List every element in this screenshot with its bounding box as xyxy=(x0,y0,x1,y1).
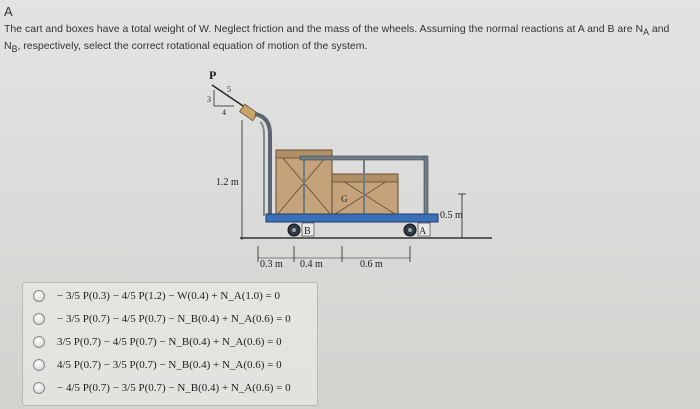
radio-button[interactable] xyxy=(33,336,45,348)
option-3-label: 3/5 P(0.7) − 4/5 P(0.7) − N_B(0.4) + N_A(0.6) = 0 xyxy=(57,336,282,348)
slope-5: 5 xyxy=(227,85,231,94)
cart-platform xyxy=(266,214,438,222)
subscript-a: A xyxy=(643,27,649,38)
slope-3: 3 xyxy=(207,95,211,104)
radio-button[interactable] xyxy=(33,359,45,371)
handle-grip xyxy=(240,104,258,121)
option-2[interactable] xyxy=(33,310,291,328)
question-line2-start: N xyxy=(4,40,12,53)
option-4[interactable] xyxy=(33,356,282,374)
cart-rail-top xyxy=(300,156,426,160)
question-text xyxy=(4,22,694,56)
a-label: A xyxy=(419,226,427,237)
question-line1: The cart and boxes have a total weight of W. Neglect friction and the mass of the wheels. Assuming the normal reactions at A and B are N xyxy=(4,23,644,35)
option-5[interactable] xyxy=(33,379,291,397)
force-p-label: P xyxy=(209,68,217,82)
question-line1-end: and xyxy=(648,23,670,35)
radio-button[interactable] xyxy=(33,290,45,302)
option-5-label: − 4/5 P(0.7) − 3/5 P(0.7) − N_B(0.4) + N_A(0.6) = 0 xyxy=(57,382,291,394)
subscript-b: B xyxy=(11,44,18,55)
handle-frame xyxy=(255,114,270,216)
cart-diagram xyxy=(200,62,500,282)
cart-diagram-svg xyxy=(200,62,500,282)
question-line2: , respectively, select the correct rotational equation of motion of the system. xyxy=(17,40,368,53)
dim-0-4: 0.4 m xyxy=(300,259,323,270)
option-3[interactable] xyxy=(33,333,282,351)
radio-button[interactable] xyxy=(33,382,45,394)
wheel-height-label: 0.5 m xyxy=(440,210,463,221)
option-2-label: − 3/5 P(0.7) − 4/5 P(0.7) − N_B(0.4) + N_A(0.6) = 0 xyxy=(57,313,291,325)
height-label: 1.2 m xyxy=(216,177,239,188)
radio-button[interactable] xyxy=(33,313,45,325)
option-1[interactable] xyxy=(33,287,280,305)
dim-0-6: 0.6 m xyxy=(360,259,383,270)
g-label: G xyxy=(341,194,348,204)
b-label: B xyxy=(304,226,311,237)
option-4-label: 4/5 P(0.7) − 3/5 P(0.7) − N_B(0.4) + N_A(0.6) = 0 xyxy=(57,359,282,371)
section-letter: A xyxy=(4,4,13,19)
dim-0-3: 0.3 m xyxy=(260,259,283,270)
answer-options xyxy=(22,282,318,406)
cart-rail-post xyxy=(424,156,428,216)
handle-frame-inner xyxy=(260,122,264,216)
slope-4: 4 xyxy=(222,108,226,117)
option-1-label: − 3/5 P(0.3) − 4/5 P(1.2) − W(0.4) + N_A(1.0) = 0 xyxy=(57,290,280,302)
